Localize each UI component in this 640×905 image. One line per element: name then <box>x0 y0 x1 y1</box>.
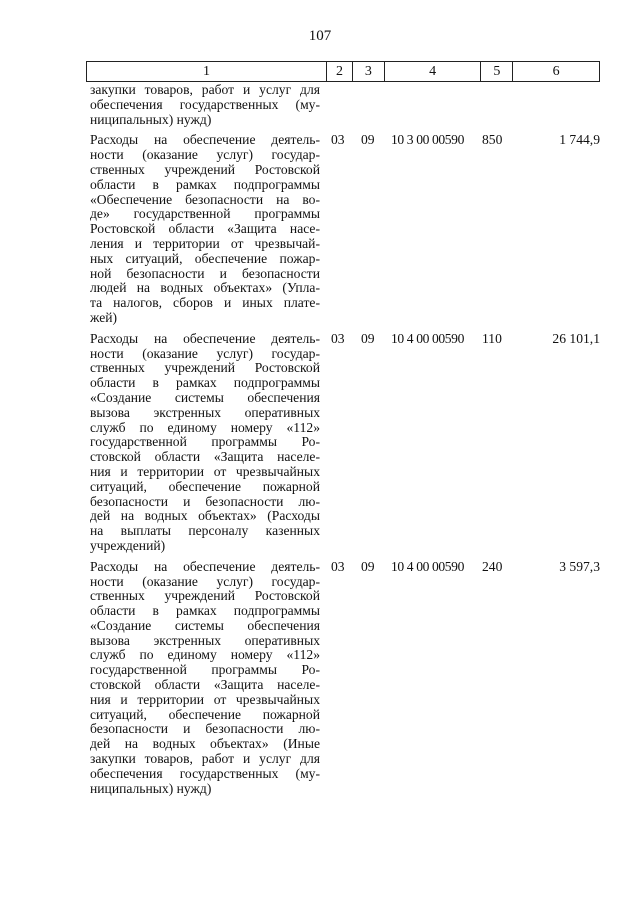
description-line: «Обеспечение безопасности на во- <box>90 191 320 207</box>
expense-type-code: 850 <box>482 132 503 148</box>
description-line: жей) <box>90 309 118 325</box>
description-line: безопасности и безопасности лю- <box>90 721 320 737</box>
description-line: ственных учреждений Ростовской <box>90 360 320 376</box>
table-row <box>86 560 606 797</box>
description-line: «Создание системы обеспечения <box>90 389 320 405</box>
description-line: служб по единому номеру «112» <box>90 419 320 435</box>
description-line: Расходы на обеспечение деятель- <box>90 132 320 148</box>
expense-type-code: 110 <box>482 330 502 346</box>
target-article-code: 10 3 00 00590 <box>391 132 464 148</box>
description-line: закупки товаров, работ и услуг для <box>90 751 320 767</box>
table-body <box>86 83 606 796</box>
description-line: ственных учреждений Ростовской <box>90 588 320 604</box>
description-line: ниципальных) нужд) <box>90 111 212 127</box>
table-row <box>86 133 606 325</box>
table-header-row <box>86 61 600 82</box>
subsection-code: 09 <box>361 132 375 148</box>
description-line: людей на водных объектах» (Упла- <box>90 280 320 296</box>
row-description <box>86 83 327 127</box>
description-line: ситуаций, обеспечение пожарной <box>90 706 320 722</box>
expense-type-code <box>482 83 514 127</box>
description-line: безопасности и безопасности лю- <box>90 493 320 509</box>
target-article-code <box>385 83 482 127</box>
description-line: области в рамках подпрограммы <box>90 375 320 391</box>
row-description <box>86 332 327 554</box>
description-line: ных ситуаций, обеспечение пожар- <box>90 250 320 266</box>
table-row <box>86 83 606 127</box>
description-line: «Создание системы обеспечения <box>90 617 320 633</box>
section-code: 03 <box>331 330 345 346</box>
target-article-code: 10 4 00 00590 <box>391 558 464 574</box>
description-line: ситуаций, обеспечение пожарной <box>90 478 320 494</box>
description-line: учреждений) <box>90 537 166 553</box>
description-line: ности (оказание услуг) государ- <box>90 147 320 163</box>
amount <box>514 83 606 127</box>
description-line: стовской области «Защита населе- <box>90 677 320 693</box>
description-line: Расходы на обеспечение деятель- <box>90 330 320 346</box>
header-col-4: 4 <box>385 62 482 81</box>
description-line: де» государственной программы <box>90 206 320 222</box>
description-line: обеспечения государственных (му- <box>90 96 320 112</box>
description-line: государственной программы Ро- <box>90 662 320 678</box>
header-col-5: 5 <box>481 62 513 81</box>
section-code <box>327 83 353 127</box>
section-code: 03 <box>331 558 345 574</box>
description-line: ниципальных) нужд) <box>90 780 212 796</box>
subsection-code <box>353 83 385 127</box>
amount: 3 597,3 <box>559 558 600 574</box>
row-description <box>86 560 327 797</box>
description-line: служб по единому номеру «112» <box>90 647 320 663</box>
description-line: ния и территории от чрезвычайных <box>90 691 320 707</box>
description-line: закупки товаров, работ и услуг для <box>90 82 320 97</box>
description-line: ности (оказание услуг) государ- <box>90 573 320 589</box>
description-line: на выплаты персоналу казенных <box>90 523 320 539</box>
description-line: обеспечения государственных (му- <box>90 765 320 781</box>
expense-type-code: 240 <box>482 558 503 574</box>
description-line: Ростовской области «Защита насе- <box>90 221 320 237</box>
header-col-1: 1 <box>87 62 327 81</box>
description-line: дей на водных объектах» (Иные <box>90 736 320 752</box>
description-line: области в рамках подпрограммы <box>90 176 320 192</box>
description-line: вызова экстренных оперативных <box>90 404 320 420</box>
description-line: ственных учреждений Ростовской <box>90 161 320 177</box>
description-line: Расходы на обеспечение деятель- <box>90 558 320 574</box>
description-line: государственной программы Ро- <box>90 434 320 450</box>
amount: 26 101,1 <box>552 330 600 346</box>
header-col-6: 6 <box>552 63 560 79</box>
description-line: дей на водных объектах» (Расходы <box>90 508 320 524</box>
description-line: та налогов, сборов и иных плате- <box>90 295 320 311</box>
amount: 1 744,9 <box>559 132 600 148</box>
description-line: ления и территории от чрезвычай- <box>90 235 320 251</box>
description-line: ной безопасности и безопасности <box>90 265 320 281</box>
description-line: вызова экстренных оперативных <box>90 632 320 648</box>
description-line: области в рамках подпрограммы <box>90 603 320 619</box>
description-line: ния и территории от чрезвычайных <box>90 463 320 479</box>
subsection-code: 09 <box>361 558 375 574</box>
header-col-3: 3 <box>353 62 385 81</box>
description-line: стовской области «Защита населе- <box>90 449 320 465</box>
subsection-code: 09 <box>361 330 375 346</box>
table-row <box>86 332 606 554</box>
target-article-code: 10 4 00 00590 <box>391 330 464 346</box>
header-col-2: 2 <box>327 62 353 81</box>
description-line: ности (оказание услуг) государ- <box>90 345 320 361</box>
row-description <box>86 133 327 325</box>
page-number: 107 <box>308 28 332 44</box>
section-code: 03 <box>331 132 345 148</box>
